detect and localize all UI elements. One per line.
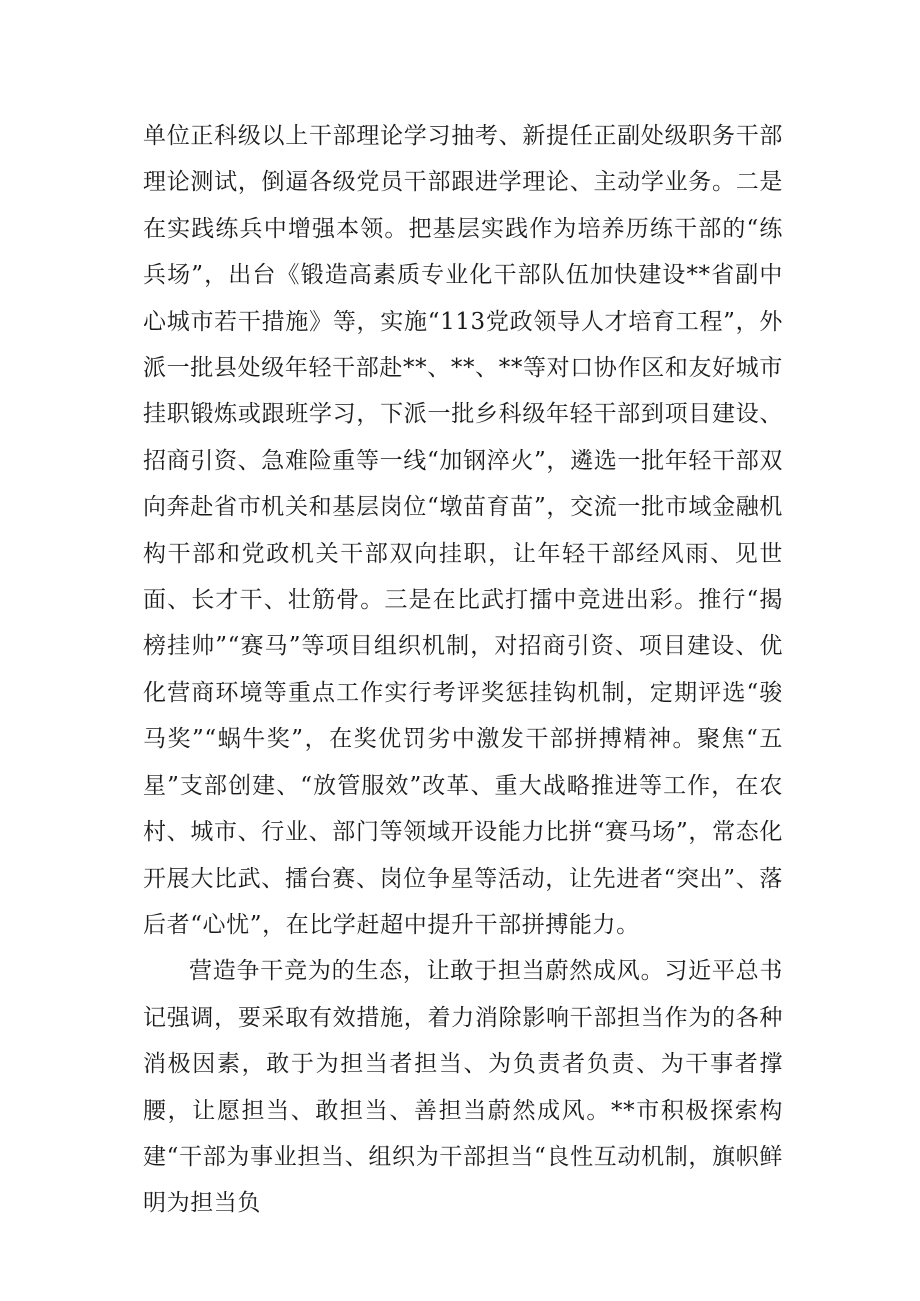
body-text [143,113,783,1227]
paragraph: 营造争干竞为的生态，让敢于担当蔚然成风。习近平总书记强调，要采取有效措施，着力消除影响干部担当作为的各种消极因素，敢于为担当者担当、为负责者负责、为干事者撑腰，让愿担当、敢担当、善担当蔚然成风。**市积极探索构建“干部为事业担当、组织为干部担当“良性互动机制，旗帜鲜明为担当负 [143,958,783,1217]
paragraph: 单位正科级以上干部理论学习抽考、新提任正副处级职务干部理论测试，倒逼各级党员干部跟进学理论、主动学业务。二是在实践练兵中增强本领。把基层实践作为培养历练干部的“练兵场”，出台《锻造高素质专业化干部队伍加快建设**省副中心城市若干措施》等，实施“113党政领导人才培育工程”，外派一批县处级年轻干部赴**、**、**等对口协作区和友好城市挂职锻炼或跟班学习，下派一批乡科级年轻干部到项目建设、招商引资、急难险重等一线“加钢淬火”，遴选一批年轻干部双向奔赴省市机关和基层岗位“墩苗育苗”，交流一批市域金融机构干部和党政机关干部双向挂职，让年轻干部经风雨、见世面、长才干、壮筋骨。三是在比武打擂中竞进出彩。推行“揭榜挂帅”“赛马”等项目组织机制，对招商引资、项目建设、优化营商环境等重点工作实行考评奖惩挂钩机制，定期评选“骏马奖”“蜗牛奖”，在奖优罚劣中激发干部拼搏精神。聚焦“五星”支部创建、“放管服效”改革、重大战略推进等工作，在农村、城市、行业、部门等领域开设能力比拼“赛马场”，常态化开展大比武、擂台赛、岗位争星等活动，让先进者“突出”、落后者“心忧”，在比学赶超中提升干部拼搏能力。 [143,123,783,938]
